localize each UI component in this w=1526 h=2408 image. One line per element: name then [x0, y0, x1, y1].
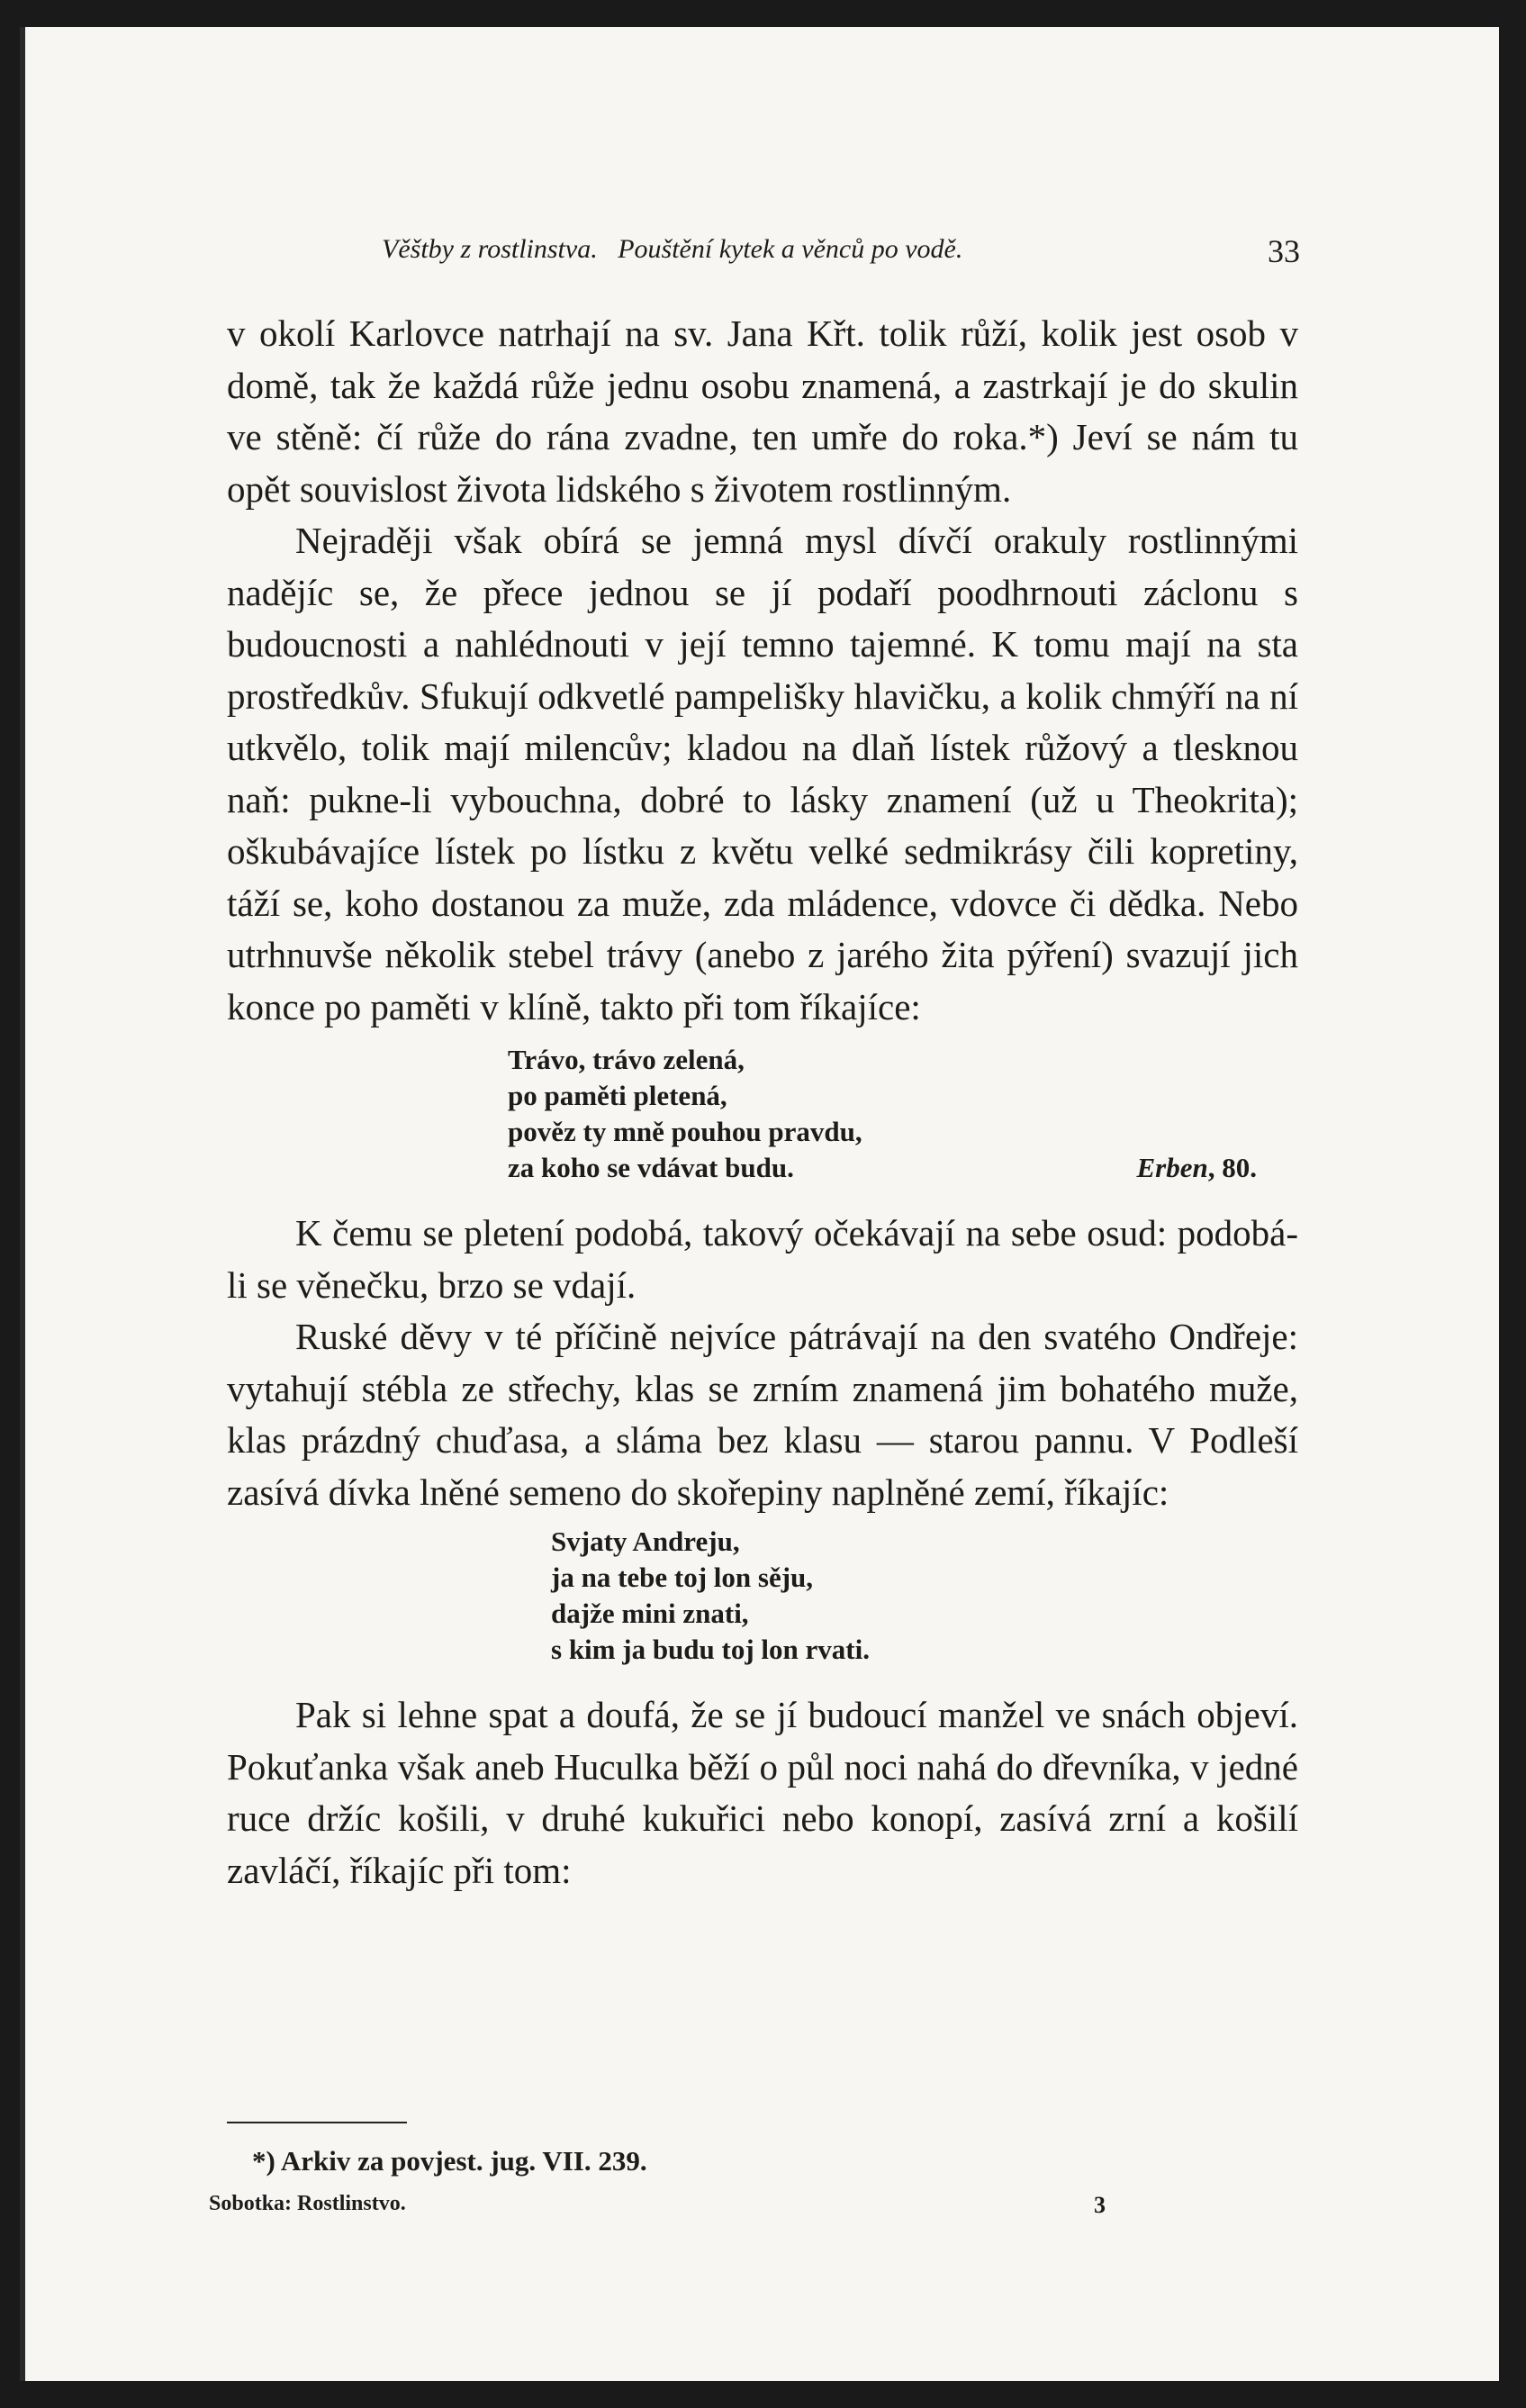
- verse-line: Trávo, trávo zelená,: [508, 1044, 745, 1075]
- signature-title: Sobotka: Rostlinstvo.: [209, 2192, 406, 2215]
- verse-line: ja na tebe toj lon sěju,: [551, 1562, 814, 1593]
- footnote-divider: [227, 2122, 407, 2123]
- body-text: [227, 308, 1298, 1897]
- verse-citation: [1137, 1150, 1258, 1186]
- paragraph-2: Nejraději však obírá se jemná mysl dívčí orakuly rostlinnými nadějíc se, že přece jednou se jí podaří poodhrnouti záclonu s budoucnosti a nahlédnouti v její temno tajemné. K tomu mají na sta prostředkův. Sfukují odkvetlé pampelišky hlavičku, a kolik chmýří na ní utkvělo, tolik mají milencův; kladou na dlaň lístek růžový a tlesknou naň: pukne-li vybouchna, dobré to lásky znamení (už u Theokrita); oškubávajíce lístek po lístku z květu velké sedmikrásy čili kopretiny, táží se, koho dostanou za muže, zda mládence, vdovce či dědka. Nebo utrhnuvše několik stebel trávy (anebo z jarého žita pýření) svazují jich konce po paměti v klíně, takto při tom říkajíce:: [227, 520, 1298, 1027]
- verse-block-1: [227, 1042, 1298, 1186]
- verse-line: po paměti pletená,: [508, 1080, 727, 1111]
- page-number: 33: [1268, 233, 1300, 269]
- printer-signature: [209, 2192, 1106, 2224]
- paragraph-1: v okolí Karlovce natrhají na sv. Jana Křt. tolik růží, kolik jest osob v domě, tak že každá růže jednu osobu znamená, a zastrkají je do skulin ve stěně: čí růže do rána zvadne, ten umře do roka.*) Jeví se nám tu opět souvislost života lidského s životem rostlinným.: [227, 312, 1298, 510]
- paragraph-4: Ruské děvy v té příčině nejvíce pátrávají na den svatého Ondřeje: vytahují stébla ze střechy, klas se zrním znamená jim bohatého muže, klas prázdný chuďasa, a sláma bez klasu — starou pannu. V Podleší zasívá dívka lněné semeno do skořepiny naplněné zemí, říkajíc:: [227, 1316, 1298, 1513]
- citation-page: , 80.: [1207, 1152, 1257, 1183]
- verse-line: Svjaty Andreju,: [551, 1525, 740, 1557]
- signature-mark: 3: [1094, 2192, 1106, 2218]
- verse-line: za koho se vdávat budu.: [508, 1152, 794, 1183]
- paragraph-5: Pak si lehne spat a doufá, že se jí budoucí manžel ve snách objeví. Pokuťanka však aneb Huculka běží o půl noci nahá do dřevníka, v jedné ruce držíc košili, v druhé kukuřici nebo konopí, zasívá zrní a košilí zavláčí, říkajíc při tom:: [227, 1694, 1298, 1891]
- running-header: [382, 234, 1300, 279]
- running-title: Věštby z rostlinstva. Pouštění kytek a věnců po vodě.: [382, 234, 963, 264]
- paragraph-3: K čemu se pletení podobá, takový očekávají na sebe osud: podobá-li se věnečku, brzo se vdají.: [227, 1212, 1298, 1306]
- footnote: *) Arkiv za povjest. jug. VII. 239.: [252, 2145, 647, 2177]
- citation-author: Erben: [1136, 1152, 1208, 1183]
- verse-line: dajže mini znati,: [551, 1598, 749, 1629]
- book-page: [20, 27, 1499, 2381]
- verse-line: s kim ja budu toj lon rvati.: [551, 1634, 870, 1665]
- verse-block-2: [227, 1524, 1298, 1668]
- verse-line: pověz ty mně pouhou pravdu,: [508, 1116, 862, 1147]
